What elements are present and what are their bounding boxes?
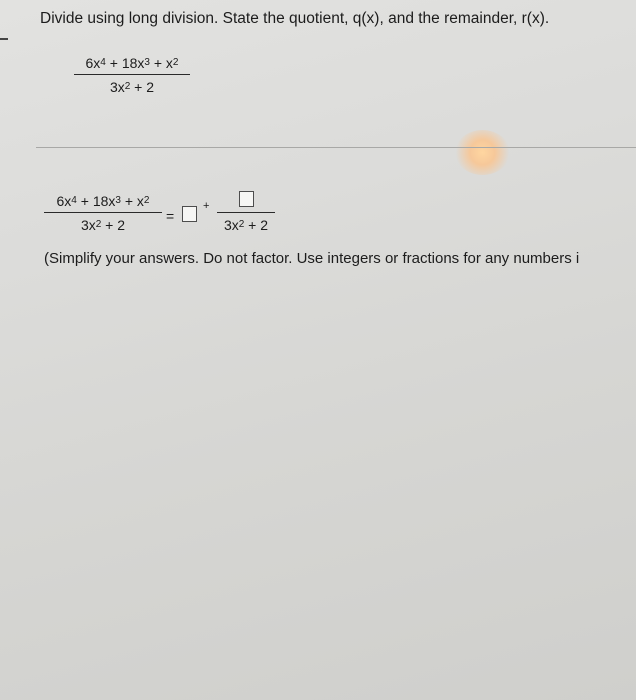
- equals-sign: =: [166, 208, 175, 224]
- plus-sign: +: [203, 200, 210, 212]
- answer-denominator: $3x^2 + 2$: [80, 217, 126, 234]
- light-glare: [455, 130, 510, 175]
- problem-numerator: $6x^4 + 18x^3 + x^2$: [85, 55, 179, 71]
- left-edge-marker: [0, 38, 8, 40]
- simplify-note: (Simplify your answers. Do not factor. Use integers or fractions for any numbers i: [44, 250, 580, 267]
- problem-fraction-bar: [74, 74, 190, 75]
- section-divider: [36, 147, 636, 148]
- answer-fraction-bar: [44, 212, 162, 213]
- quotient-input[interactable]: [182, 206, 197, 222]
- remainder-numerator: [217, 191, 275, 209]
- problem-fraction: [74, 55, 190, 95]
- answer-fraction: [44, 193, 162, 233]
- problem-denominator: $3x^2 + 2$: [109, 79, 155, 96]
- remainder-input[interactable]: [239, 191, 254, 207]
- remainder-fraction-bar: [217, 212, 275, 213]
- answer-numerator: $6x^4 + 18x^3 + x^2$: [56, 193, 150, 209]
- remainder-fraction: [217, 191, 275, 233]
- remainder-denominator: $3x^2 + 2$: [223, 217, 269, 234]
- instruction-text: Divide using long division. State the quotient, q(x), and the remainder, r(x).: [40, 10, 550, 27]
